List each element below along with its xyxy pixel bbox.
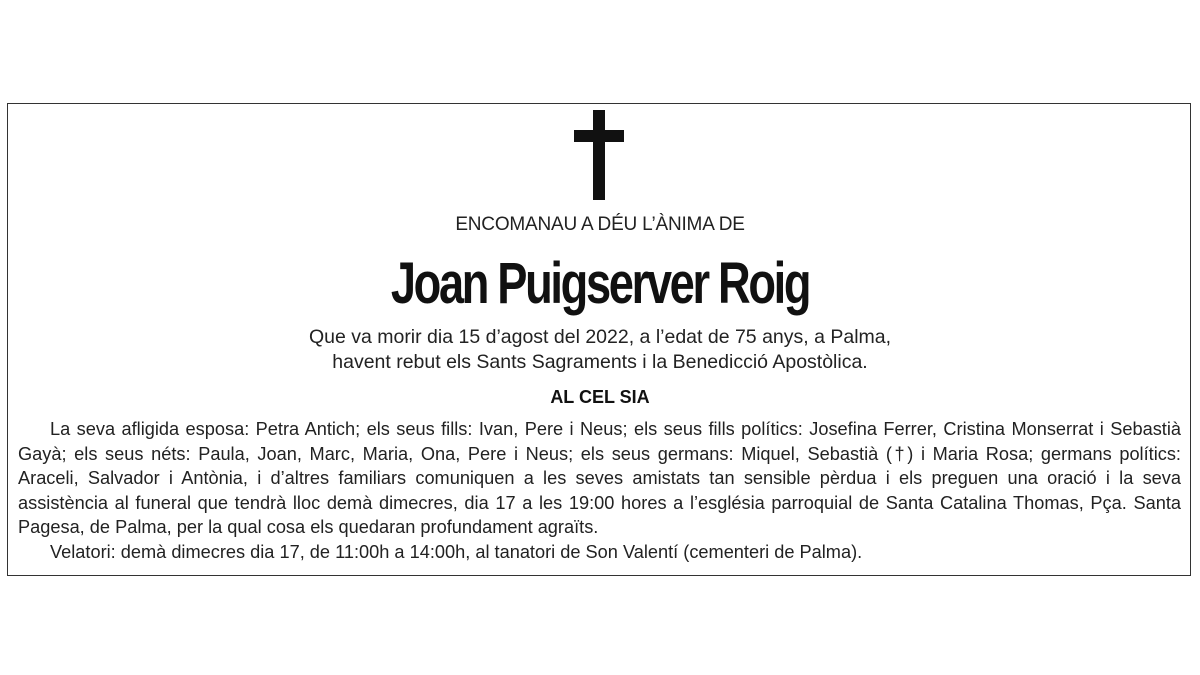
cross-vertical-bar bbox=[593, 110, 605, 200]
cross-horizontal-bar bbox=[574, 130, 624, 142]
refrain-heading: AL CEL SIA bbox=[550, 387, 650, 407]
deceased-name: Joan Puigserver Roig bbox=[390, 251, 810, 316]
wake-paragraph: Velatori: demà dimecres dia 17, de 11:00h a 14:00h, al tanatori de Son Valentí (cementeri de Palma). bbox=[50, 541, 863, 562]
family-paragraph: La seva afligida esposa: Petra Antich; els seus fills: Ivan, Pere i Neus; els seus fills polítics: Josefina Ferrer, Cristina Monserrat i Sebastià Gayà; els seus néts: Paula, Joan, Marc, Maria, Ona, Pere i Neus; els seus germans: Miquel, Sebastià (†) i Maria Rosa; germans polítics: Araceli, Salvador i Antònia, i d’altres familiars comuniquen a les seves amistats tan sensible pèrdua i els preguen una oració i la seva assistència al funeral que tendrà lloc demà dimecres, dia 17 a les 19:00 hores a l’església parroquial de Santa Catalina Thomas, Pça. Santa Pagesa, de Palma, per la qual cosa els quedaran profundament agraïts. bbox=[18, 419, 1181, 537]
death-details bbox=[0, 325, 1200, 375]
cross-icon bbox=[574, 110, 624, 200]
notice-body bbox=[18, 417, 1181, 564]
death-line-1: Que va morir dia 15 d’agost del 2022, a l’edat de 75 anys, a Palma, bbox=[308, 326, 892, 348]
death-line-2: havent rebut els Sants Sagraments i la Benedicció Apostòlica. bbox=[332, 351, 868, 373]
notice-prelude: ENCOMANAU A DÉU L’ÀNIMA DE bbox=[455, 214, 745, 235]
